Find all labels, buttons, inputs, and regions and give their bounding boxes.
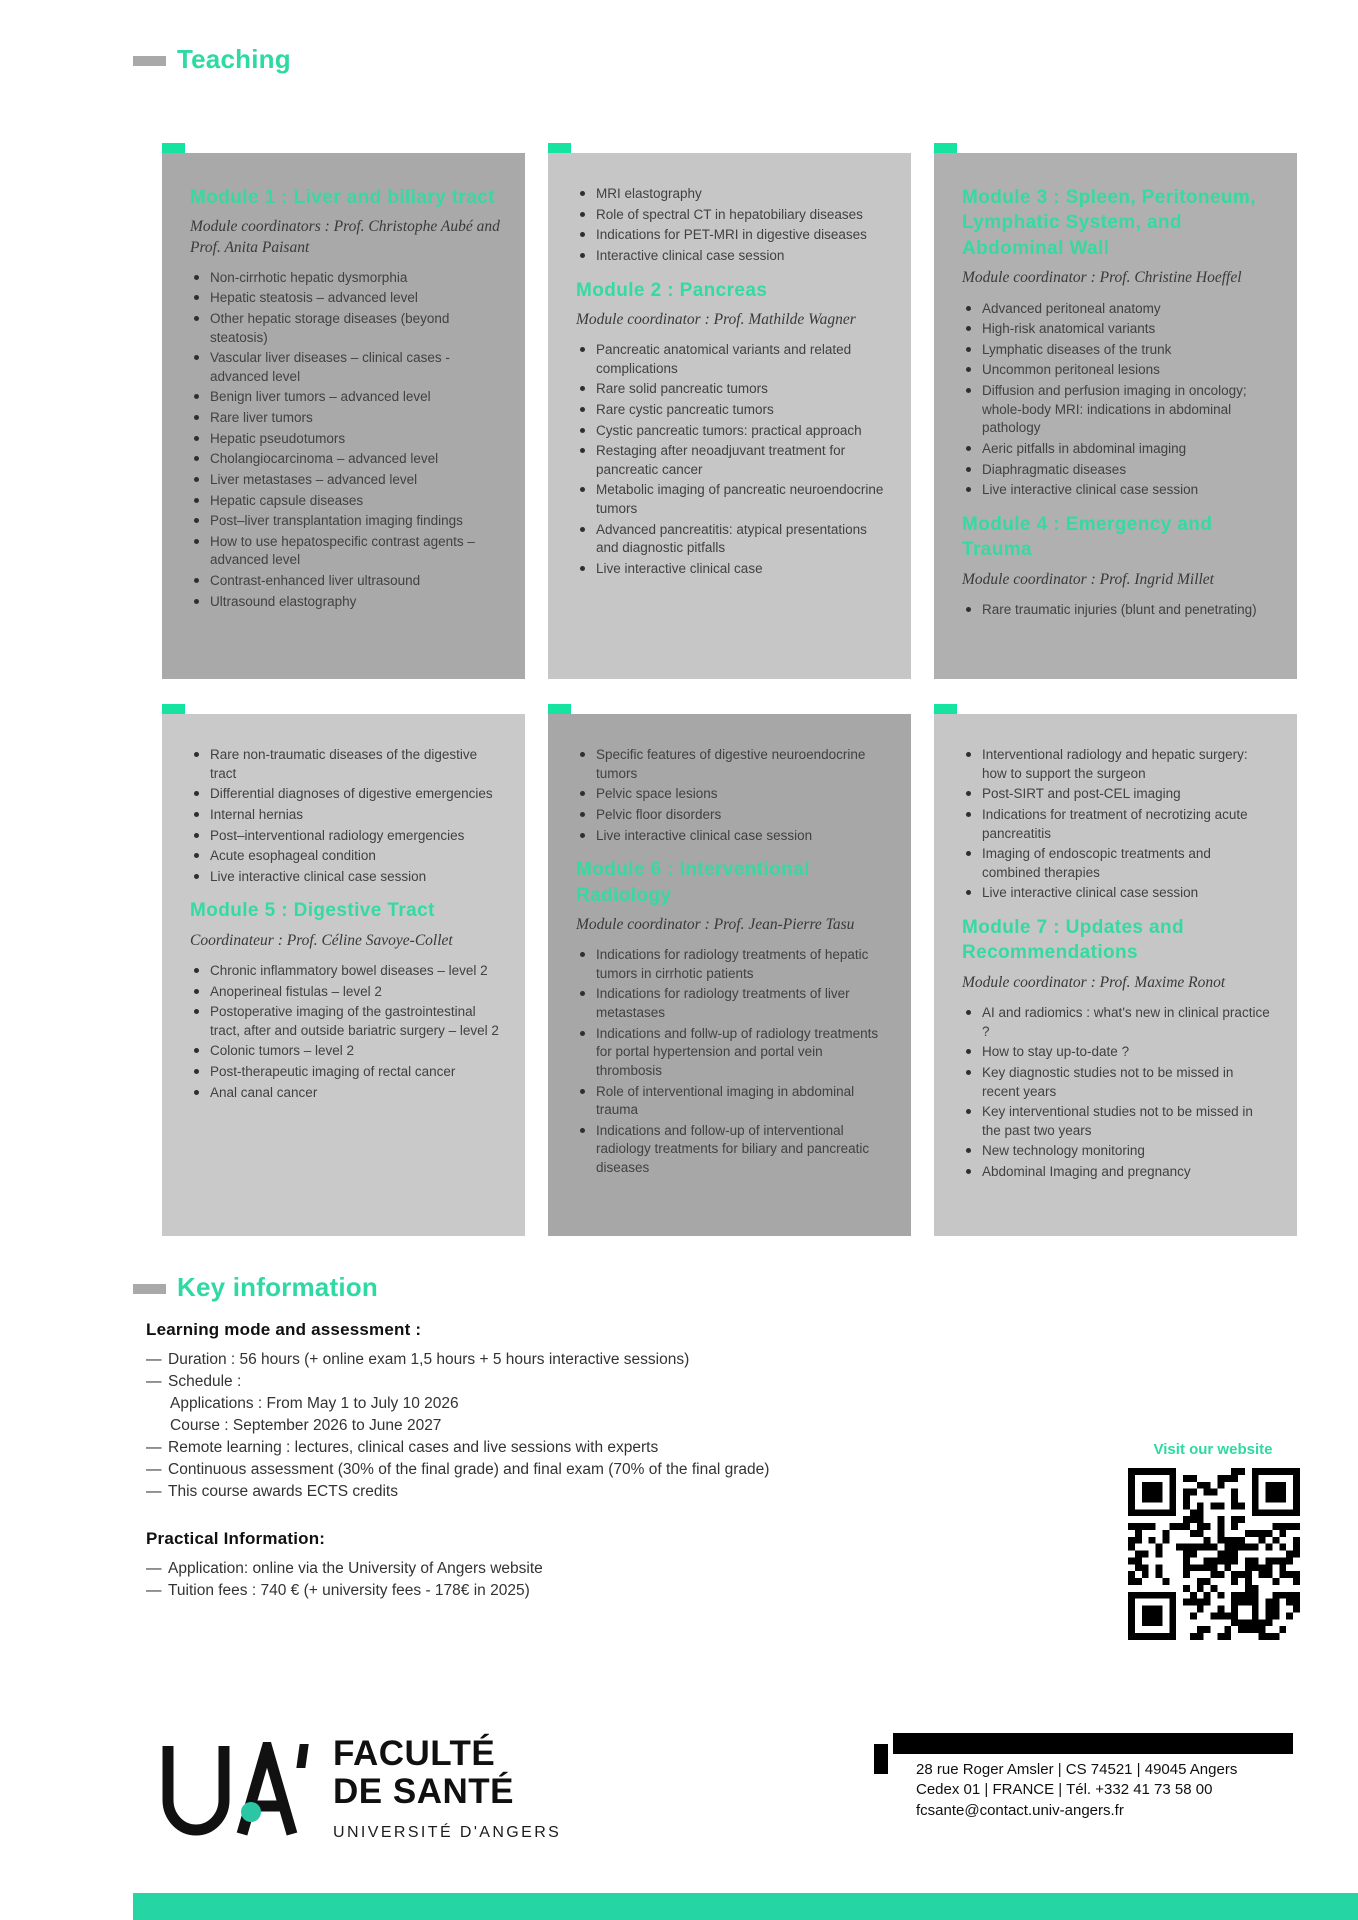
key-info-text: Tuition fees : 740 € (+ university fees - 178€ in 2025) [168, 1582, 530, 1599]
module-coordinator: Module coordinator : Prof. Jean-Pierre Tasu [576, 916, 855, 934]
ua-logo [158, 1742, 316, 1838]
bullet-item: Key interventional studies not to be missed in the past two years [982, 1103, 1273, 1140]
module-row-2 [162, 704, 1297, 1236]
bullet-item: Aeric pitfalls in abdominal imaging [982, 440, 1273, 459]
module-box-body [162, 153, 525, 679]
dash-bullet-icon: — [146, 1461, 162, 1478]
header-dash-icon [133, 1284, 166, 1294]
module-title: Module 4 : Emergency and Trauma [962, 513, 1213, 561]
bullet-item: Liver metastases – advanced level [210, 471, 501, 490]
module-coordinator: Module coordinator : Prof. Maxime Ronot [962, 973, 1226, 991]
module-bullet-list [190, 269, 501, 612]
corner-tab-icon [548, 704, 571, 714]
bullet-item: Interventional radiology and hepatic surgery: how to support the surgeon [982, 746, 1273, 783]
dash-bullet-icon: — [146, 1483, 162, 1500]
bullet-item: Colonic tumors – level 2 [210, 1042, 501, 1061]
bullet-item: Indications for PET-MRI in digestive diseases [596, 226, 887, 245]
key-info-text: Application: online via the University of Angers website [168, 1560, 543, 1577]
corner-tab-icon [548, 143, 571, 153]
footer-black-bar [893, 1733, 1293, 1754]
bullet-item: Rare solid pancreatic tumors [596, 380, 887, 399]
bullet-item: Live interactive clinical case session [982, 884, 1273, 903]
bullet-item: Indications and follow-up of interventional radiology treatments for biliary and pancreatic diseases [596, 1122, 887, 1178]
bullet-item: AI and radiomics : what's new in clinical practice ? [982, 1004, 1273, 1041]
address-block [916, 1760, 1237, 1821]
bullet-item: Live interactive clinical case [596, 560, 887, 579]
address-line-2: Cedex 01 | FRANCE | Tél. +332 41 73 58 00 [916, 1781, 1213, 1799]
module-bullet-list [576, 946, 887, 1178]
module-bullet-list [962, 746, 1273, 903]
key-info-line [146, 1371, 906, 1393]
corner-tab-icon [934, 143, 957, 153]
bullet-item: Benign liver tumors – advanced level [210, 388, 501, 407]
module-coordinator: Coordinateur : Prof. Céline Savoye-Collet [190, 931, 453, 949]
corner-tab-icon [162, 143, 185, 153]
bullet-item: Post–liver transplantation imaging findings [210, 512, 501, 531]
bullet-item: Indications for radiology treatments of hepatic tumors in cirrhotic patients [596, 946, 887, 983]
module-box-2 [548, 143, 911, 679]
bullet-item: Key diagnostic studies not to be missed in recent years [982, 1064, 1273, 1101]
module-coordinator: Module coordinator : Prof. Ingrid Millet [962, 570, 1214, 588]
module-row-1 [162, 143, 1297, 679]
bullet-item: Diaphragmatic diseases [982, 461, 1273, 480]
module-title: Module 3 : Spleen, Peritoneum, Lymphatic System, and Abdominal Wall [962, 187, 1256, 259]
key-info-line [146, 1580, 906, 1602]
bullet-item: Indications and follw-up of radiology treatments for portal hypertension and portal vein thrombosis [596, 1025, 887, 1081]
module-box-body [162, 714, 525, 1236]
module-bullet-list [962, 300, 1273, 500]
bullet-item: Role of interventional imaging in abdominal trauma [596, 1083, 887, 1120]
module-box-body [934, 153, 1297, 679]
key-info-text: Duration : 56 hours (+ online exam 1,5 hours + 5 hours interactive sessions) [168, 1351, 690, 1368]
header-dash-icon [133, 56, 166, 66]
bullet-item: Imaging of endoscopic treatments and combined therapies [982, 845, 1273, 882]
key-info-line [146, 1459, 906, 1481]
bullet-item: Post–interventional radiology emergencies [210, 827, 501, 846]
key-info-heading: Learning mode and assessment : [146, 1320, 422, 1339]
module-box-1 [162, 143, 525, 679]
dash-bullet-icon: — [146, 1439, 162, 1456]
module-bullet-list [962, 601, 1273, 620]
module-title: Module 7 : Updates and Recommendations [962, 917, 1185, 964]
visit-website-label: Visit our website [1153, 1441, 1273, 1458]
corner-tab-icon [162, 704, 185, 714]
module-bullet-list [962, 1004, 1273, 1182]
bullet-item: Rare cystic pancreatic tumors [596, 401, 887, 420]
key-info-heading: Practical Information: [146, 1529, 326, 1548]
bullet-item: Live interactive clinical case session [596, 827, 887, 846]
bullet-item: Acute esophageal condition [210, 847, 501, 866]
module-coordinator: Module coordinator : Prof. Christine Hoeffel [962, 269, 1242, 287]
key-info-line [146, 1393, 906, 1415]
bullet-item: Rare traumatic injuries (blunt and penetrating) [982, 601, 1273, 620]
bullet-item: How to use hepatospecific contrast agents – advanced level [210, 533, 501, 570]
module-bullet-list [576, 341, 887, 579]
module-box-body [934, 714, 1297, 1236]
bullet-item: Lymphatic diseases of the trunk [982, 341, 1273, 360]
bullet-item: Internal hernias [210, 806, 501, 825]
ua-logo-teal-dot [241, 1802, 261, 1822]
key-info-line [146, 1349, 906, 1371]
bullet-item: Live interactive clinical case session [982, 481, 1273, 500]
bullet-item: Abdominal Imaging and pregnancy [982, 1163, 1273, 1182]
contact-email: fcsante@contact.univ-angers.fr [916, 1801, 1124, 1819]
key-info-text: Schedule : [168, 1373, 242, 1390]
bullet-item: Metabolic imaging of pancreatic neuroendocrine tumors [596, 481, 887, 518]
dash-bullet-icon: — [146, 1582, 162, 1599]
bullet-item: Cystic pancreatic tumors: practical approach [596, 422, 887, 441]
key-info-text: Course : September 2026 to June 2027 [170, 1417, 442, 1434]
university-name: UNIVERSITÉ D'ANGERS [333, 1824, 562, 1841]
bullet-item: Diffusion and perfusion imaging in oncology; whole-body MRI: indications in abdominal pathology [982, 382, 1273, 438]
bullet-item: Hepatic steatosis – advanced level [210, 289, 501, 308]
module-coordinator: Module coordinator : Prof. Mathilde Wagner [576, 310, 856, 328]
dash-bullet-icon: — [146, 1560, 162, 1577]
teaching-title: Teaching [177, 44, 291, 74]
key-info-text: Continuous assessment (30% of the final grade) and final exam (70% of the final grade) [168, 1461, 770, 1478]
bullet-item: MRI elastography [596, 185, 887, 204]
bullet-item: Specific features of digestive neuroendocrine tumors [596, 746, 887, 783]
bullet-item: Hepatic pseudotumors [210, 430, 501, 449]
key-information-title: Key information [177, 1272, 378, 1302]
teaching-section-header [133, 44, 291, 75]
corner-tab-icon [934, 704, 957, 714]
module-title: Module 2 : Pancreas [576, 279, 768, 301]
bullet-item: Postoperative imaging of the gastrointestinal tract, after and outside bariatric surgery – level 2 [210, 1003, 501, 1040]
key-information-content [146, 1320, 906, 1602]
key-info-line [146, 1558, 906, 1580]
bullet-item: Pelvic space lesions [596, 785, 887, 804]
faculty-line-1: FACULTÉ [333, 1734, 496, 1773]
bullet-item: Anoperineal fistulas – level 2 [210, 983, 501, 1002]
key-info-line [146, 1481, 906, 1503]
module-box-3 [934, 143, 1297, 679]
key-info-line [146, 1415, 906, 1437]
module-bullet-list [190, 746, 501, 886]
bullet-item: Other hepatic storage diseases (beyond steatosis) [210, 310, 501, 347]
module-title: Module 6 : Interventional Radiology [576, 859, 810, 906]
bullet-item: Indications for treatment of necrotizing acute pancreatitis [982, 806, 1273, 843]
module-coordinator: Module coordinators : Prof. Christophe Aubé and Prof. Anita Paisant [190, 218, 500, 256]
key-info-gap [146, 1503, 906, 1529]
bullet-item: Advanced pancreatitis: atypical presentations and diagnostic pitfalls [596, 521, 887, 558]
key-info-text: Remote learning : lectures, clinical cases and live sessions with experts [168, 1439, 659, 1456]
faculty-line-2: DE SANTÉ [333, 1772, 514, 1811]
qr-code [1128, 1468, 1300, 1640]
bullet-item: Role of spectral CT in hepatobiliary diseases [596, 206, 887, 225]
footer-black-square [874, 1744, 888, 1774]
faculty-block [333, 1735, 561, 1842]
bullet-item: Advanced peritoneal anatomy [982, 300, 1273, 319]
module-box-6 [934, 704, 1297, 1236]
key-info-text: Applications : From May 1 to July 10 2026 [170, 1395, 459, 1412]
bullet-item: Pelvic floor disorders [596, 806, 887, 825]
bullet-item: Differential diagnoses of digestive emergencies [210, 785, 501, 804]
dash-bullet-icon: — [146, 1351, 162, 1368]
module-title: Module 1 : Liver and biliary tract [190, 187, 496, 208]
module-box-4 [162, 704, 525, 1236]
module-bullet-list [576, 185, 887, 266]
module-box-5 [548, 704, 911, 1236]
bullet-item: Vascular liver diseases – clinical cases - advanced level [210, 349, 501, 386]
bullet-item: Rare non-traumatic diseases of the digestive tract [210, 746, 501, 783]
module-box-body [548, 153, 911, 679]
bullet-item: Indications for radiology treatments of liver metastases [596, 985, 887, 1022]
bullet-item: Anal canal cancer [210, 1084, 501, 1103]
bullet-item: Restaging after neoadjuvant treatment for pancreatic cancer [596, 442, 887, 479]
bullet-item: New technology monitoring [982, 1142, 1273, 1161]
module-title: Module 5 : Digestive Tract [190, 900, 435, 922]
module-box-body [548, 714, 911, 1236]
bullet-item: High-risk anatomical variants [982, 320, 1273, 339]
dash-bullet-icon: — [146, 1373, 162, 1390]
module-bullet-list [190, 962, 501, 1102]
bottom-accent-bar [133, 1893, 1358, 1920]
bullet-item: Cholangiocarcinoma – advanced level [210, 450, 501, 469]
key-info-text: This course awards ECTS credits [168, 1483, 398, 1500]
bullet-item: Chronic inflammatory bowel diseases – level 2 [210, 962, 501, 981]
bullet-item: Post-therapeutic imaging of rectal cancer [210, 1063, 501, 1082]
address-line-1: 28 rue Roger Amsler | CS 74521 | 49045 Angers [916, 1761, 1238, 1778]
bullet-item: Interactive clinical case session [596, 247, 887, 266]
bullet-item: Ultrasound elastography [210, 593, 501, 612]
module-bullet-list [576, 746, 887, 845]
key-information-section-header [133, 1272, 378, 1303]
key-info-line [146, 1437, 906, 1459]
bullet-item: Post-SIRT and post-CEL imaging [982, 785, 1273, 804]
bullet-item: Hepatic capsule diseases [210, 492, 501, 511]
bullet-item: Non-cirrhotic hepatic dysmorphia [210, 269, 501, 288]
bullet-item: Uncommon peritoneal lesions [982, 361, 1273, 380]
bullet-item: Rare liver tumors [210, 409, 501, 428]
bullet-item: Pancreatic anatomical variants and related complications [596, 341, 887, 378]
bullet-item: Contrast-enhanced liver ultrasound [210, 572, 501, 591]
bullet-item: How to stay up-to-date ? [982, 1043, 1273, 1062]
bullet-item: Live interactive clinical case session [210, 868, 501, 887]
